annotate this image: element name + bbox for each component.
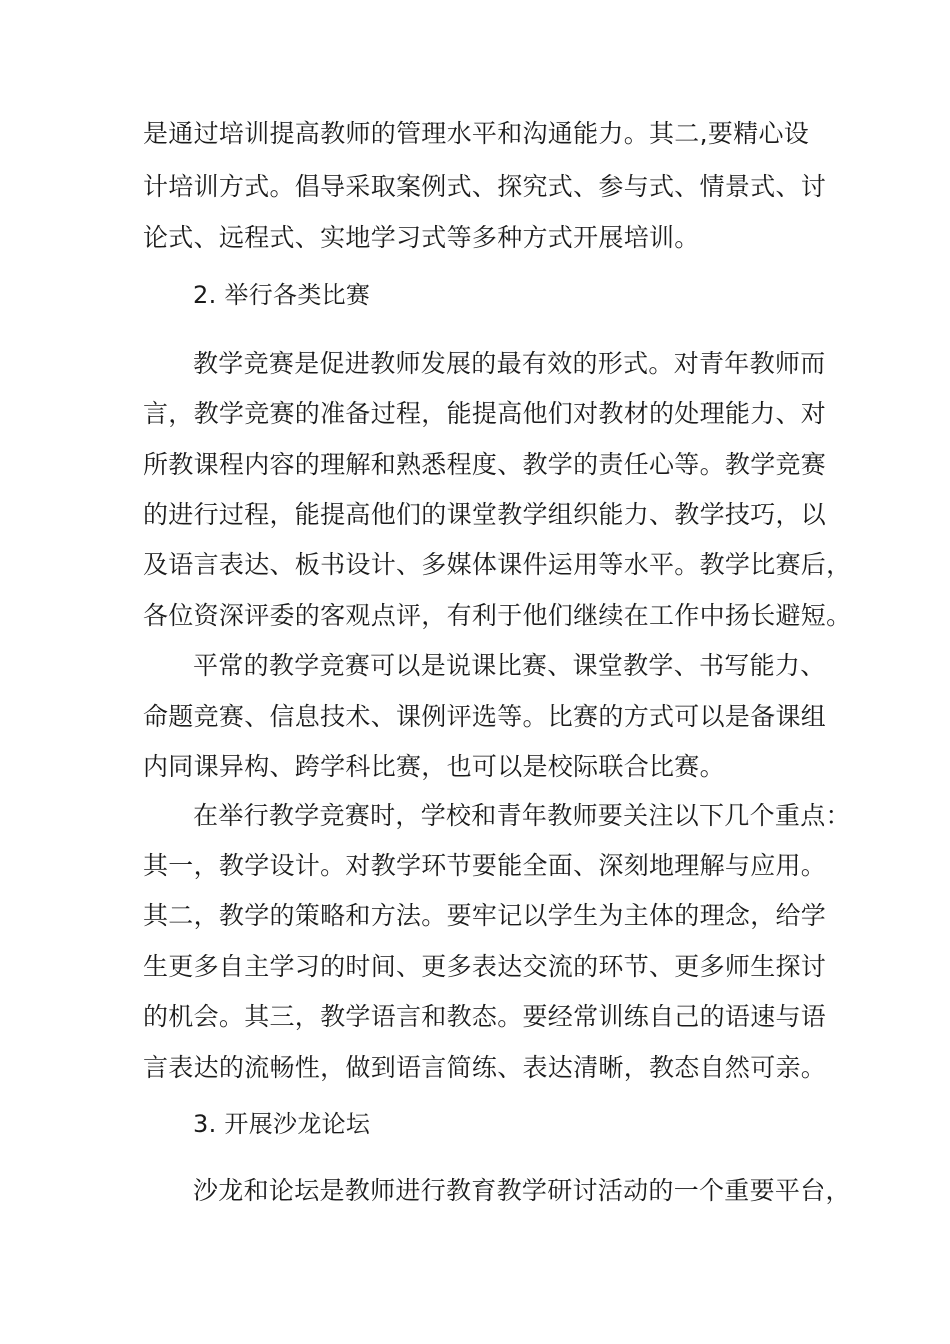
paragraph-first-line: 教学竞赛是促进教师发展的最有效的形式。对青年教师而: [193, 349, 826, 378]
body-text-line: 言表达的流畅性，做到语言简练、表达清晰，教态自然可亲。: [143, 1053, 827, 1082]
body-text-line: 其二，教学的策略和方法。要牢记以学生为主体的理念，给学: [143, 901, 827, 930]
body-text-line: 内同课异构、跨学科比赛，也可以是校际联合比赛。: [143, 752, 725, 781]
body-text-line: 是通过培训提高教师的管理水平和沟通能力。其二,要精心设: [143, 119, 810, 148]
paragraph-first-line: 在举行教学竞赛时，学校和青年教师要关注以下几个重点：: [193, 801, 851, 830]
body-text-line: 言，教学竞赛的准备过程，能提高他们对教材的处理能力、对: [143, 399, 827, 428]
body-text-line: 各位资深评委的客观点评，有利于他们继续在工作中扬长避短。: [143, 601, 852, 630]
body-text-line: 的进行过程，能提高他们的课堂教学组织能力、教学技巧，以: [143, 500, 827, 529]
body-text-line: 及语言表达、板书设计、多媒体课件运用等水平。教学比赛后，: [143, 550, 852, 579]
body-text-line: 计培训方式。倡导采取案例式、探究式、参与式、情景式、讨: [143, 172, 827, 201]
paragraph-first-line: 沙龙和论坛是教师进行教育教学研讨活动的一个重要平台，: [193, 1176, 851, 1205]
section-heading-salon-forum: 3. 开展沙龙论坛: [193, 1110, 371, 1138]
body-text-line: 命题竞赛、信息技术、课例评选等。比赛的方式可以是备课组: [143, 702, 827, 731]
body-text-line: 生更多自主学习的时间、更多表达交流的环节、更多师生探讨: [143, 952, 827, 981]
body-text-line: 其一，教学设计。对教学环节要能全面、深刻地理解与应用。: [143, 851, 827, 880]
paragraph-first-line: 平常的教学竞赛可以是说课比赛、课堂教学、书写能力、: [193, 651, 826, 680]
body-text-line: 论式、远程式、实地学习式等多种方式开展培训。: [143, 223, 700, 252]
body-text-line: 的机会。其三，教学语言和教态。要经常训练自己的语速与语: [143, 1002, 827, 1031]
body-text-line: 所教课程内容的理解和熟悉程度、教学的责任心等。教学竞赛: [143, 450, 827, 479]
section-heading-competitions: 2. 举行各类比赛: [193, 281, 371, 309]
